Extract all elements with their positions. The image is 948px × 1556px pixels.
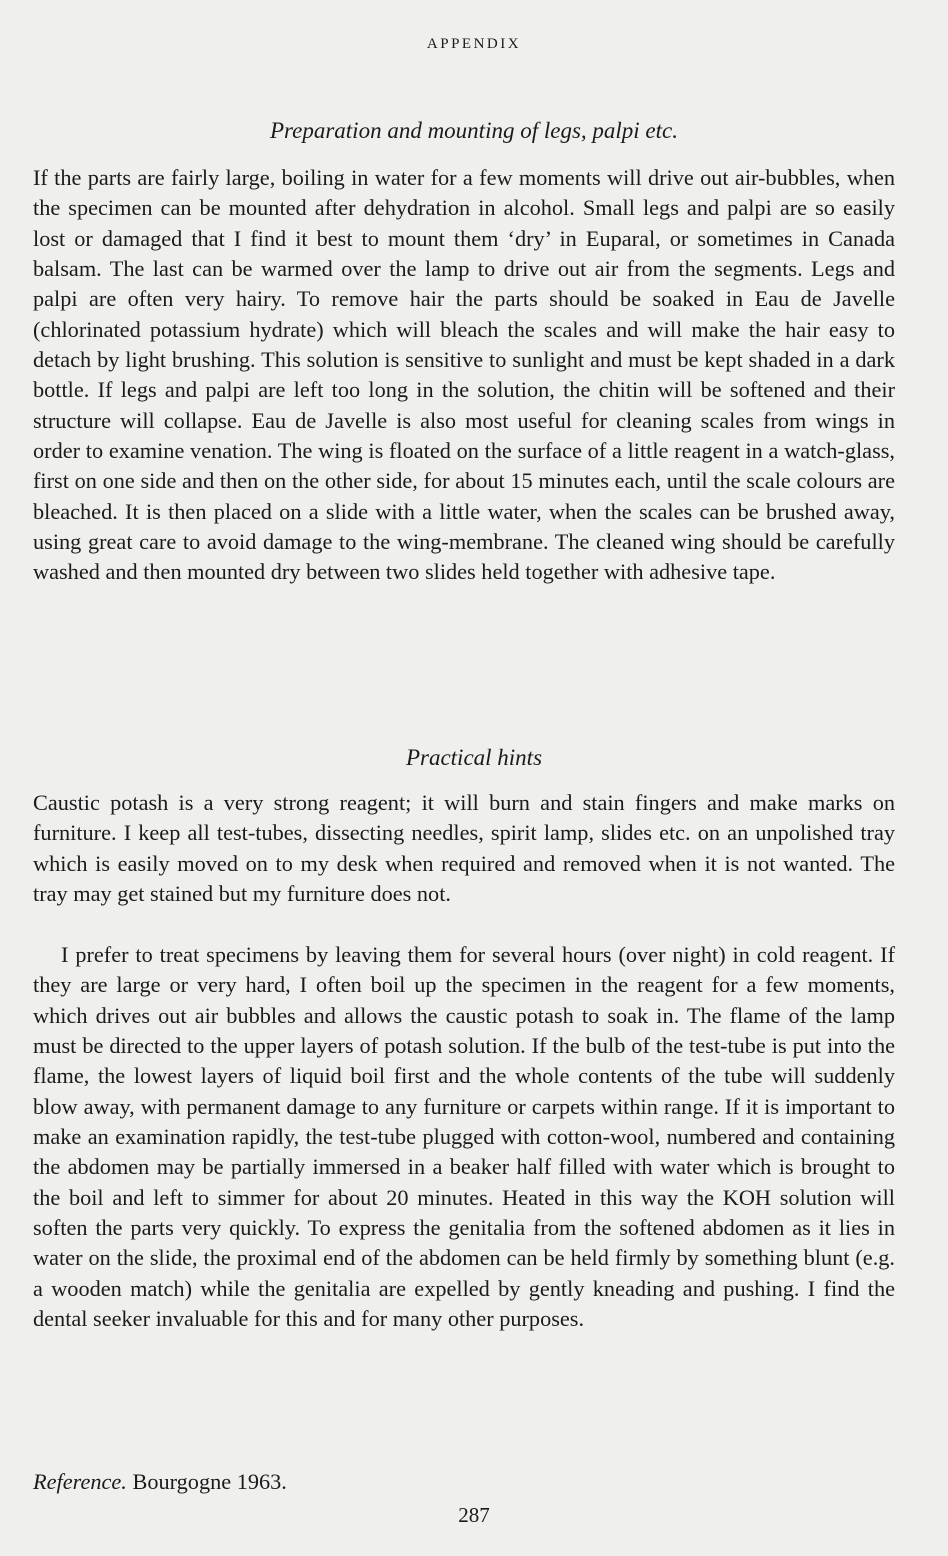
- reference-line: [33, 1467, 287, 1497]
- reference-text: Bourgogne 1963.: [132, 1469, 287, 1494]
- running-head: APPENDIX: [426, 36, 522, 52]
- reference-label: Reference.: [33, 1469, 127, 1494]
- paragraph-caustic-potash: Caustic potash is a very strong reagent; it will burn and stain fingers and make marks on furniture. I keep all test-tubes, dissecting needles, spirit lamp, slides etc. on an unpolished tray which is easily moved on to my desk when required and removed when it is not wanted. The tray may get stained but my furniture does not.: [33, 790, 895, 907]
- page-number: 287: [458, 1503, 490, 1527]
- paragraph-treat-specimens: I prefer to treat specimens by leaving them for several hours (over night) in cold reagent. If they are large or very hard, I often boil up the specimen in the reagent for a few moments, which drives out air bubbles and allows the caustic potash to soak in. The flame of the lamp must be directed to the upper layers of potash solution. If the bulb of the test-tube is put into the flame, the lowest layers of liquid boil first and the whole contents of the tube will suddenly blow away, with permanent damage to any furniture or carpets within range. If it is important to make an examination rapidly, the test-tube plugged with cotton-wool, numbered and containing the abdomen may be partially immersed in a beaker half filled with water which is brought to the boil and left to simmer for about 20 minutes. Heated in this way the KOH solution will soften the parts very quickly. To express the genitalia from the softened abdomen as it lies in water on the slide, the proximal end of the abdomen can be held firmly by something blunt (e.g. a wooden match) while the genitalia are expelled by gently kneading and pushing. I find the dental seeker invaluable for this and for many other purposes.: [33, 942, 895, 1332]
- section-heading-preparation: Preparation and mounting of legs, palpi etc.: [269, 118, 678, 143]
- paragraph-preparation: If the parts are fairly large, boiling in water for a few moments will drive out air-bubbles, when the specimen can be mounted after dehydration in alcohol. Small legs and palpi are so easily lost or damaged that I find it best to mount them ‘dry’ in Euparal, or sometimes in Canada balsam. The last can be warmed over the lamp to drive out air from the segments. Legs and palpi are often very hairy. To remove hair the parts should be soaked in Eau de Javelle (chlorinated potassium hydrate) which will bleach the scales and will make the hair easy to detach by light brushing. This solution is sensitive to sunlight and must be kept shaded in a dark bottle. If legs and palpi are left too long in the solution, the chitin will be softened and their structure will collapse. Eau de Javelle is also most useful for cleaning scales from wings in order to examine venation. The wing is floated on the surface of a little reagent in a watch-glass, first on one side and then on the other side, for about 15 minutes each, until the scale colours are bleached. It is then placed on a slide with a little water, when the scales can be brushed away, using great care to avoid damage to the wing-membrane. The cleaned wing should be carefully washed and then mounted dry between two slides held together with adhesive tape.: [33, 165, 895, 585]
- section-heading-practical-hints: Practical hints: [405, 745, 543, 770]
